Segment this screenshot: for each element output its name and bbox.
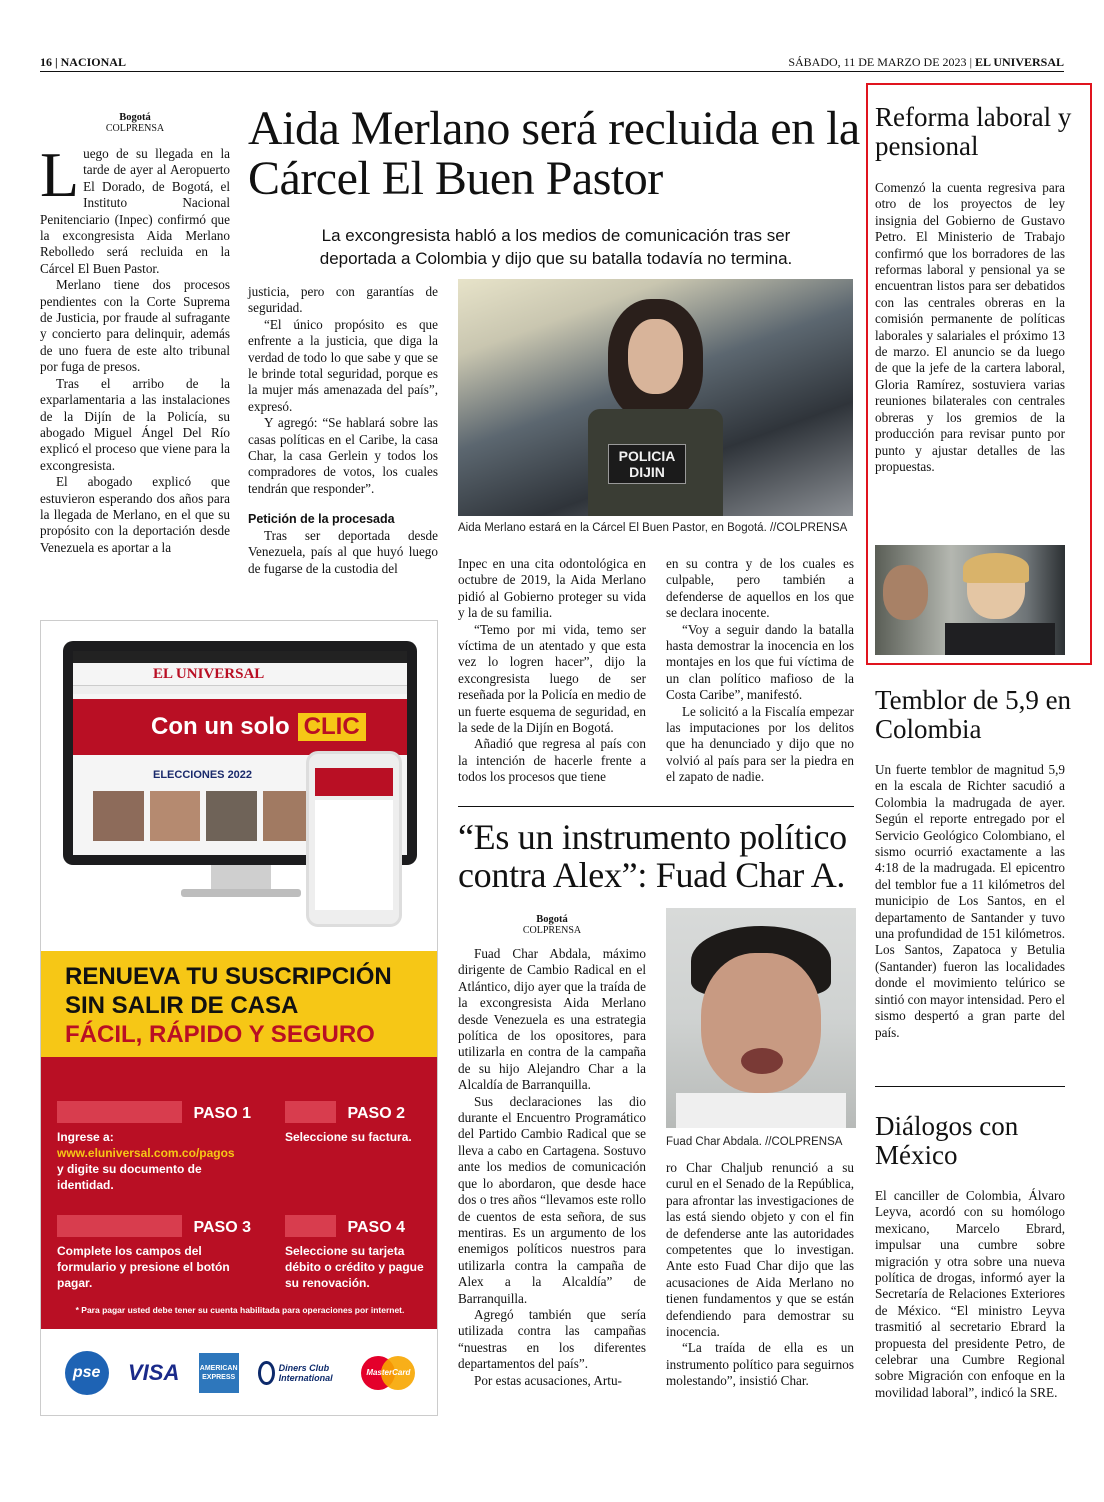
issue-date: SÁBADO, 11 DE MARZO DE 2023 <box>788 55 967 69</box>
dialogos-body <box>875 1188 1065 1401</box>
ad-headline-line-3: FÁCIL, RÁPIDO Y SEGURO <box>65 1021 375 1048</box>
screen-brand: EL UNIVERSAL <box>153 666 265 682</box>
paragraph: Merlano tiene dos procesos pendientes con la Corte Suprema de Justicia, por fraude al sufragante y concierto para delinquir, además de uno fuera de este alto tribunal por fuga de presos. <box>40 277 230 375</box>
temblor-body <box>875 762 1065 1041</box>
drop-cap: L <box>40 139 80 210</box>
sidebar-divider <box>875 1086 1065 1087</box>
step-3 <box>57 1215 263 1237</box>
step-2 <box>285 1101 417 1123</box>
step-4-text: Seleccione su tarjeta débito o crédito y pague su renovación. <box>285 1244 424 1290</box>
paragraph: Agregó también que sería utilizada contra las campañas “nuestras en los diferentes departamentos del país”. <box>458 1306 646 1372</box>
dateline-city: Bogotá <box>119 112 151 123</box>
amex-logo: AMERICAN EXPRESS <box>199 1353 239 1393</box>
banner-text: Con un solo <box>151 713 290 740</box>
step-3-text: Complete los campos del formulario y presione el botón pagar. <box>57 1244 230 1290</box>
pse-logo: pse <box>65 1351 109 1395</box>
reforma-title: Reforma laboral y pensional <box>875 102 1072 161</box>
step-label: PASO 3 <box>182 1215 264 1241</box>
elections-strip: ELECCIONES 2022 <box>153 769 253 781</box>
aida-merlano-photo <box>458 279 853 516</box>
header-date-block: SÁBADO, 11 DE MARZO DE 2023 | EL UNIVERSAL <box>788 55 1064 69</box>
paragraph: Fuad Char Abdala, máximo dirigente de Cambio Radical en el Atlántico, dijo ayer que la traída de la excongresista Aida Merlano desde Venezuela es una estrategia política de los opositores, para utilizarla en contra de la campaña de su hijo Alejandro Char a la Alcaldía de Barranquilla. <box>458 946 646 1093</box>
step-label: PASO 2 <box>336 1101 418 1127</box>
main-photo-caption: Aida Merlano estará en la Cárcel El Buen Pastor, en Bogotá. //COLPRENSA <box>458 522 848 534</box>
dialogos-title: Diálogos con México <box>875 1111 1019 1170</box>
paragraph: “Voy a seguir dando la batalla hasta demostrar la inocencia en los montajes en los que fui víctima de un clan político mafioso de la Costa Caribe”, manifestó. <box>666 621 854 703</box>
ad-headline-line-1: RENUEVA TU SUSCRIPCIÓN <box>65 963 392 990</box>
second-col-2 <box>666 1160 854 1390</box>
second-col-1 <box>458 946 646 1389</box>
header-rule <box>40 71 1064 72</box>
mastercard-logo <box>361 1356 415 1390</box>
main-col-1 <box>40 139 230 556</box>
step-1 <box>57 1101 263 1123</box>
main-col-3 <box>458 556 646 786</box>
dateline-agency: COLPRENSA <box>105 123 165 134</box>
step-label: PASO 1 <box>182 1101 264 1127</box>
ad-footnote: * Para pagar usted debe tener su cuenta habilitada para operaciones por internet. <box>75 1305 405 1315</box>
paragraph: El abogado explicó que estuvieron esperando dos años para la llegada de Merlano, en el que su propósito con la deportación desde Venezuela es aportar a la <box>40 474 230 555</box>
main-subheadline: La excongresista habló a los medios de comunicación tras ser deportada a Colombia y dijo que su batalla todavía no termina. <box>319 226 793 268</box>
second-dateline <box>458 914 646 936</box>
main-headline: Aida Merlano será recluida en la Cárcel El Buen Pastor <box>248 102 860 205</box>
section-divider <box>458 806 854 807</box>
paragraph: Le solicitó a la Fiscalía empezar las imputaciones por los delitos que ha denunciado y dijo que no volvió al país para ser la piedra en el zapato de nadie. <box>666 703 854 785</box>
vest-label: POLICIA DIJIN <box>608 444 686 484</box>
paragraph: Tras ser deportada desde Venezuela, país al que huyó luego de fugarse de la custodia del <box>248 527 438 576</box>
banner-highlight: CLIC <box>298 713 366 741</box>
paragraph: Tras el arribo de la exparlamentaria a las instalaciones de la Dijín de la Policía, su abogado Miguel Ángel Del Río explicó el proceso que viene para la excongresista. <box>40 375 230 473</box>
step-text: y digite su documento de identidad. <box>57 1162 202 1192</box>
step-4 <box>285 1215 417 1237</box>
phone-illustration <box>306 751 402 927</box>
visa-logo: VISA <box>127 1360 180 1385</box>
clic-banner <box>73 699 407 755</box>
paragraph: ro Char Chaljub renunció a su curul en el Senado de la República, para afrontar las investigaciones de las está siendo objeto y con el fin de defenderse ante las autoridades competentes que lo investigan. Ante esto Fuad Char dijo que las acusaciones de Aida Merlano no tienen fundamentos y que se están defendiendo para demostrar su inocencia. <box>666 1160 854 1340</box>
ad-headline-line-2: SIN SALIR DE CASA <box>65 992 299 1019</box>
dateline-agency: COLPRENSA <box>522 925 582 936</box>
payment-link[interactable]: www.eluniversal.com.co/pagos <box>57 1146 235 1160</box>
paragraph: Añadió que regresa al país con la intención de hacerle frente a todos los procesos que tiene <box>458 736 646 785</box>
paragraph: uego de su llegada en la tarde de ayer al Aeropuerto El Dorado, de Bogotá, el Instituto Nacional Penitenciario (Inpec) confirmó que la excongresista Aida Merlano Rebolledo será recluida en la Cárcel El Buen Pastor. <box>40 146 230 276</box>
reforma-body <box>875 180 1065 475</box>
step-2-text: Seleccione su factura. <box>285 1130 412 1144</box>
mastercard-text: MasterCard <box>366 1368 411 1377</box>
step-text: Ingrese a: <box>57 1130 114 1144</box>
ad-headline-panel <box>41 951 438 1057</box>
page-section-label: 16 | NACIONAL <box>40 55 126 69</box>
paragraph: “El único propósito es que enfrente a la justicia, que diga la verdad de todo lo que sabe y que se le brinde total seguridad, porque es la mujer más amenazada del país”, expresó. <box>248 316 438 414</box>
payment-logos <box>41 1329 438 1416</box>
gloria-ramirez-photo <box>875 545 1065 655</box>
fuad-char-photo <box>666 908 856 1128</box>
main-dateline <box>40 112 230 134</box>
paragraph: “La traída de ella es un instrumento político para seguirnos molestando”, insistió Char. <box>666 1340 854 1389</box>
second-photo-caption: Fuad Char Abdala. //COLPRENSA <box>666 1136 843 1148</box>
paragraph: justicia, pero con garantías de seguridad. <box>248 284 438 316</box>
main-col-4 <box>666 556 854 786</box>
subscription-ad[interactable] <box>40 620 438 1416</box>
step-1-text <box>57 1129 257 1193</box>
paragraph: Un fuerte temblor de magnitud 5,9 en la escala de Richter sacudió a Colombia la madrugada de ayer. Según el reporte entregado por el Servicio Geológico Colombiano, el sismo ocurrió exactamente a las 4:18 de la madrugada. El epicentro del temblor fue a 11 kilómetros del municipio de Los Santos, en el departamento de Santander y tuvo una profundidad de 151 kilómetros. Los Santos, Zapatoca y Betulia (Santander) fueron las localidades donde el movimiento telúrico se sintió con mayor intensidad. Pero el sismo despertó a gran parte del país. <box>875 762 1065 1040</box>
paragraph: “Temo por mi vida, temo ser víctima de un atentado y que esta vez lo logren hacer”, dijo la excongresista luego de ser reseñada por la Policía en medio de un fuerte esquema de seguridad, en la sede de la Dijín en Bogotá. <box>458 621 646 736</box>
paragraph: Por estas acusaciones, Artu- <box>474 1372 622 1388</box>
paragraph: en su contra y de los cuales es culpable, pero también a defenderse de aquellos en los que se declara inocente. <box>666 556 854 621</box>
dateline-city: Bogotá <box>536 914 568 925</box>
paragraph: Sus declaraciones las dio durante el Encuentro Programático del Partido Cambio Radical que se lleva a cabo en Cartagena. Sostuvo ante los medios de comunicación que lo abordaron, que desde hace dos o tres años “llevamos este rollo de cuentos de esta señora, de sus mentiras. Es un argumento de los enemigos políticos nuestros para utilizarla contra la campaña de Alex a la Alcaldía” de Barranquilla. <box>458 1093 646 1306</box>
paragraph: Inpec en una cita odontológica en octubre de 2019, la Aida Merlano pidió al Gobierno proteger su vida y la de su familia. <box>458 556 646 621</box>
main-col-2 <box>248 284 438 577</box>
second-headline: “Es un instrumento político contra Alex”: Fuad Char A. <box>458 817 847 895</box>
ad-steps-panel <box>41 1057 438 1329</box>
newspaper-brand: EL UNIVERSAL <box>974 55 1064 69</box>
step-label: PASO 4 <box>336 1215 418 1241</box>
paragraph: Y agregó: “Se hablará sobre las casas políticas en el Caribe, la casa Char, la casa Gerlein y todos los compradores de votos, los cuales tendrán que responder”. <box>248 415 438 496</box>
paragraph: El canciller de Colombia, Álvaro Leyva, acordó con su homólogo mexicano, Marcelo Ebrard, impulsar una cumbre sobre migración y otra sobre una nueva política de drogas, informó ayer la Secretaría de Relaciones Exteriores de México. “El ministro Leyva trasmitió al secretario Ebrard la propuesta del presidente Petro, de celebrar una Cumbre Regional sobre Migración con enfoque en la movilidad laboral”, indicó la SRE. <box>875 1188 1065 1400</box>
temblor-title: Temblor de 5,9 en Colombia <box>875 685 1072 744</box>
diners-text: Diners Club International <box>278 1363 333 1383</box>
diners-logo <box>258 1361 342 1385</box>
paragraph: Comenzó la cuenta regresiva para otro de los proyectos de ley insignia del Gobierno de Gustavo Petro. El Ministerio de Trabajo confirmó que los borradores de las reformas laboral y pensional ya se encuentran listos para ser debatidos con las centrales obreras en la comisión permanente de políticas laborales y salariales el próximo 13 de marzo. El anuncio se da luego de que la jefe de la cartera laboral, Gloria Ramírez, sostuviera varias reuniones bilaterales con centrales obreras y los gremios de la producción para revisar punto por punto y ajustar detalles de las propuestas. <box>875 180 1065 474</box>
section-subhead: Petición de la procesada <box>248 512 395 527</box>
